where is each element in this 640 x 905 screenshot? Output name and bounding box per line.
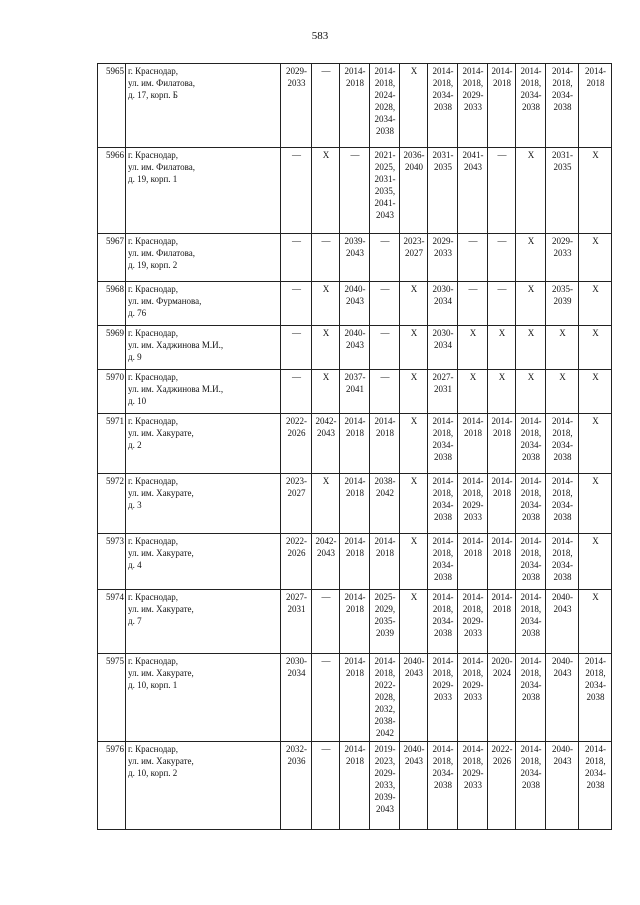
address-cell: г. Краснодар, ул. им. Хакурате, д. 10, корп. 2 — [126, 742, 281, 830]
registry-table — [97, 63, 612, 830]
period-cell: X — [400, 590, 428, 654]
period-cell: 2014- 2018 — [370, 414, 400, 474]
period-cell: 2014- 2018 — [340, 654, 370, 742]
period-cell: X — [579, 282, 612, 326]
period-cell: 2014- 2018 — [488, 534, 516, 590]
period-cell: 2014- 2018 — [340, 534, 370, 590]
address-cell: г. Краснодар, ул. им. Филатова, д. 17, корп. Б — [126, 64, 281, 148]
period-cell: — — [281, 234, 312, 282]
address-cell: г. Краснодар, ул. им. Хаджинова М.И., д. 10 — [126, 370, 281, 414]
address-cell: г. Краснодар, ул. им. Хаджинова М.И., д. 9 — [126, 326, 281, 370]
address-cell: г. Краснодар, ул. им. Хакурате, д. 2 — [126, 414, 281, 474]
row-number: 5974 — [98, 590, 126, 654]
period-cell: X — [546, 370, 579, 414]
period-cell: X — [488, 326, 516, 370]
period-cell: 2014- 2018, 2034- 2038 — [546, 64, 579, 148]
period-cell: 2025- 2029, 2035- 2039 — [370, 590, 400, 654]
row-number: 5975 — [98, 654, 126, 742]
period-cell: 2014- 2018, 2034- 2038 — [516, 654, 546, 742]
period-cell: X — [458, 370, 488, 414]
period-cell: 2038- 2042 — [370, 474, 400, 534]
period-cell: 2014- 2018 — [340, 742, 370, 830]
period-cell: 2040- 2043 — [546, 590, 579, 654]
period-cell: 2036- 2040 — [400, 148, 428, 234]
period-cell: X — [400, 414, 428, 474]
period-cell: 2027- 2031 — [428, 370, 458, 414]
period-cell: 2023- 2027 — [281, 474, 312, 534]
page-number: 583 — [311, 30, 329, 42]
period-cell: X — [516, 326, 546, 370]
table-row — [98, 414, 612, 474]
period-cell: X — [579, 326, 612, 370]
period-cell: 2014- 2018 — [340, 64, 370, 148]
period-cell: 2023- 2027 — [400, 234, 428, 282]
period-cell: 2014- 2018 — [488, 474, 516, 534]
address-cell: г. Краснодар, ул. им. Хакурате, д. 7 — [126, 590, 281, 654]
period-cell: 2014- 2018, 2029- 2033 — [458, 474, 488, 534]
table-row — [98, 148, 612, 234]
period-cell: 2014- 2018 — [340, 474, 370, 534]
period-cell: X — [312, 148, 340, 234]
period-cell: X — [516, 370, 546, 414]
address-cell: г. Краснодар, ул. им. Фурманова, д. 76 — [126, 282, 281, 326]
period-cell: 2040- 2043 — [546, 654, 579, 742]
period-cell: 2014- 2018 — [340, 590, 370, 654]
period-cell: 2014- 2018, 2034- 2038 — [428, 64, 458, 148]
period-cell: 2014- 2018 — [458, 534, 488, 590]
period-cell: — — [488, 148, 516, 234]
period-cell: — — [370, 282, 400, 326]
table-row — [98, 370, 612, 414]
period-cell: X — [579, 534, 612, 590]
period-cell: 2014- 2018, 2034- 2038 — [428, 534, 458, 590]
period-cell: — — [312, 742, 340, 830]
address-cell: г. Краснодар, ул. им. Филатова, д. 19, корп. 2 — [126, 234, 281, 282]
period-cell: 2029- 2033 — [428, 234, 458, 282]
period-cell: 2022- 2026 — [488, 742, 516, 830]
period-cell: 2014- 2018, 2034- 2038 — [516, 742, 546, 830]
period-cell: 2014- 2018, 2029- 2033 — [458, 64, 488, 148]
address-cell: г. Краснодар, ул. им. Хакурате, д. 4 — [126, 534, 281, 590]
period-cell: 2014- 2018, 2034- 2038 — [516, 590, 546, 654]
period-cell: 2030- 2034 — [281, 654, 312, 742]
period-cell: 2014- 2018, 2034- 2038 — [546, 474, 579, 534]
row-number: 5973 — [98, 534, 126, 590]
period-cell: — — [340, 148, 370, 234]
period-cell: 2041- 2043 — [458, 148, 488, 234]
period-cell: 2014- 2018, 2022- 2028, 2032, 2038- 2042 — [370, 654, 400, 742]
period-cell: X — [516, 234, 546, 282]
table-row — [98, 534, 612, 590]
period-cell: 2014- 2018 — [370, 534, 400, 590]
period-cell: 2014- 2018, 2034- 2038 — [516, 474, 546, 534]
period-cell: 2030- 2034 — [428, 282, 458, 326]
row-number: 5971 — [98, 414, 126, 474]
period-cell: — — [488, 234, 516, 282]
period-cell: — — [312, 590, 340, 654]
period-cell: 2014- 2018 — [488, 414, 516, 474]
period-cell: 2014- 2018 — [458, 414, 488, 474]
period-cell: — — [281, 326, 312, 370]
period-cell: X — [516, 282, 546, 326]
period-cell: X — [458, 326, 488, 370]
period-cell: X — [488, 370, 516, 414]
period-cell: X — [312, 326, 340, 370]
period-cell: X — [400, 64, 428, 148]
row-number: 5966 — [98, 148, 126, 234]
period-cell: 2035- 2039 — [546, 282, 579, 326]
period-cell: 2040- 2043 — [400, 654, 428, 742]
address-cell: г. Краснодар, ул. им. Хакурате, д. 10, корп. 1 — [126, 654, 281, 742]
period-cell: X — [516, 148, 546, 234]
period-cell: X — [312, 282, 340, 326]
period-cell: 2014- 2018, 2029- 2033 — [458, 742, 488, 830]
period-cell: 2014- 2018, 2029- 2033 — [458, 590, 488, 654]
period-cell: 2022- 2026 — [281, 534, 312, 590]
period-cell: 2022- 2026 — [281, 414, 312, 474]
period-cell: 2040- 2043 — [340, 282, 370, 326]
period-cell: X — [579, 234, 612, 282]
address-cell: г. Краснодар, ул. им. Филатова, д. 19, корп. 1 — [126, 148, 281, 234]
period-cell: 2040- 2043 — [340, 326, 370, 370]
table-row — [98, 474, 612, 534]
period-cell: 2032- 2036 — [281, 742, 312, 830]
period-cell: — — [312, 654, 340, 742]
period-cell: — — [458, 234, 488, 282]
period-cell: 2040- 2043 — [400, 742, 428, 830]
period-cell: X — [579, 370, 612, 414]
period-cell: — — [488, 282, 516, 326]
period-cell: 2020- 2024 — [488, 654, 516, 742]
period-cell: 2014- 2018, 2034- 2038 — [546, 534, 579, 590]
period-cell: 2042- 2043 — [312, 534, 340, 590]
row-number: 5976 — [98, 742, 126, 830]
period-cell: X — [579, 148, 612, 234]
period-cell: — — [370, 234, 400, 282]
row-number: 5967 — [98, 234, 126, 282]
period-cell: 2031- 2035 — [546, 148, 579, 234]
address-cell: г. Краснодар, ул. им. Хакурате, д. 3 — [126, 474, 281, 534]
period-cell: 2014- 2018 — [340, 414, 370, 474]
period-cell: X — [400, 534, 428, 590]
period-cell: 2014- 2018, 2034- 2038 — [428, 414, 458, 474]
row-number: 5968 — [98, 282, 126, 326]
period-cell: X — [400, 370, 428, 414]
period-cell: 2014- 2018, 2029- 2033 — [428, 654, 458, 742]
period-cell: X — [579, 590, 612, 654]
table-row — [98, 742, 612, 830]
row-number: 5969 — [98, 326, 126, 370]
period-cell: 2040- 2043 — [546, 742, 579, 830]
table-row — [98, 326, 612, 370]
period-cell: 2014- 2018, 2034- 2038 — [428, 474, 458, 534]
period-cell: 2042- 2043 — [312, 414, 340, 474]
period-cell: X — [312, 474, 340, 534]
period-cell: 2021- 2025, 2031- 2035, 2041- 2043 — [370, 148, 400, 234]
period-cell: X — [546, 326, 579, 370]
period-cell: 2029- 2033 — [546, 234, 579, 282]
period-cell: 2014- 2018, 2024- 2028, 2034- 2038 — [370, 64, 400, 148]
period-cell: — — [281, 282, 312, 326]
period-cell: 2039- 2043 — [340, 234, 370, 282]
period-cell: X — [400, 326, 428, 370]
period-cell: X — [400, 474, 428, 534]
period-cell: 2014- 2018, 2034- 2038 — [579, 654, 612, 742]
table-row — [98, 282, 612, 326]
period-cell: X — [312, 370, 340, 414]
period-cell: 2014- 2018, 2034- 2038 — [579, 742, 612, 830]
table-row — [98, 654, 612, 742]
period-cell: — — [370, 326, 400, 370]
period-cell: — — [312, 234, 340, 282]
period-cell: — — [281, 370, 312, 414]
period-cell: 2014- 2018 — [488, 590, 516, 654]
period-cell: 2014- 2018, 2034- 2038 — [516, 534, 546, 590]
period-cell: — — [281, 148, 312, 234]
period-cell: 2019- 2023, 2029- 2033, 2039- 2043 — [370, 742, 400, 830]
row-number: 5970 — [98, 370, 126, 414]
period-cell: 2029- 2033 — [281, 64, 312, 148]
period-cell: 2014- 2018, 2034- 2038 — [516, 64, 546, 148]
period-cell: 2014- 2018, 2034- 2038 — [428, 590, 458, 654]
period-cell: 2014- 2018, 2034- 2038 — [546, 414, 579, 474]
period-cell: — — [458, 282, 488, 326]
row-number: 5972 — [98, 474, 126, 534]
period-cell: 2014- 2018, 2034- 2038 — [516, 414, 546, 474]
period-cell: 2014- 2018 — [488, 64, 516, 148]
table-row — [98, 590, 612, 654]
period-cell: 2027- 2031 — [281, 590, 312, 654]
table-row — [98, 234, 612, 282]
period-cell: X — [400, 282, 428, 326]
period-cell: 2014- 2018 — [579, 64, 612, 148]
period-cell: X — [579, 474, 612, 534]
period-cell: — — [370, 370, 400, 414]
period-cell: — — [312, 64, 340, 148]
period-cell: X — [579, 414, 612, 474]
period-cell: 2031- 2035 — [428, 148, 458, 234]
period-cell: 2014- 2018, 2029- 2033 — [458, 654, 488, 742]
table-row — [98, 64, 612, 148]
row-number: 5965 — [98, 64, 126, 148]
period-cell: 2037- 2041 — [340, 370, 370, 414]
period-cell: 2014- 2018, 2034- 2038 — [428, 742, 458, 830]
period-cell: 2030- 2034 — [428, 326, 458, 370]
